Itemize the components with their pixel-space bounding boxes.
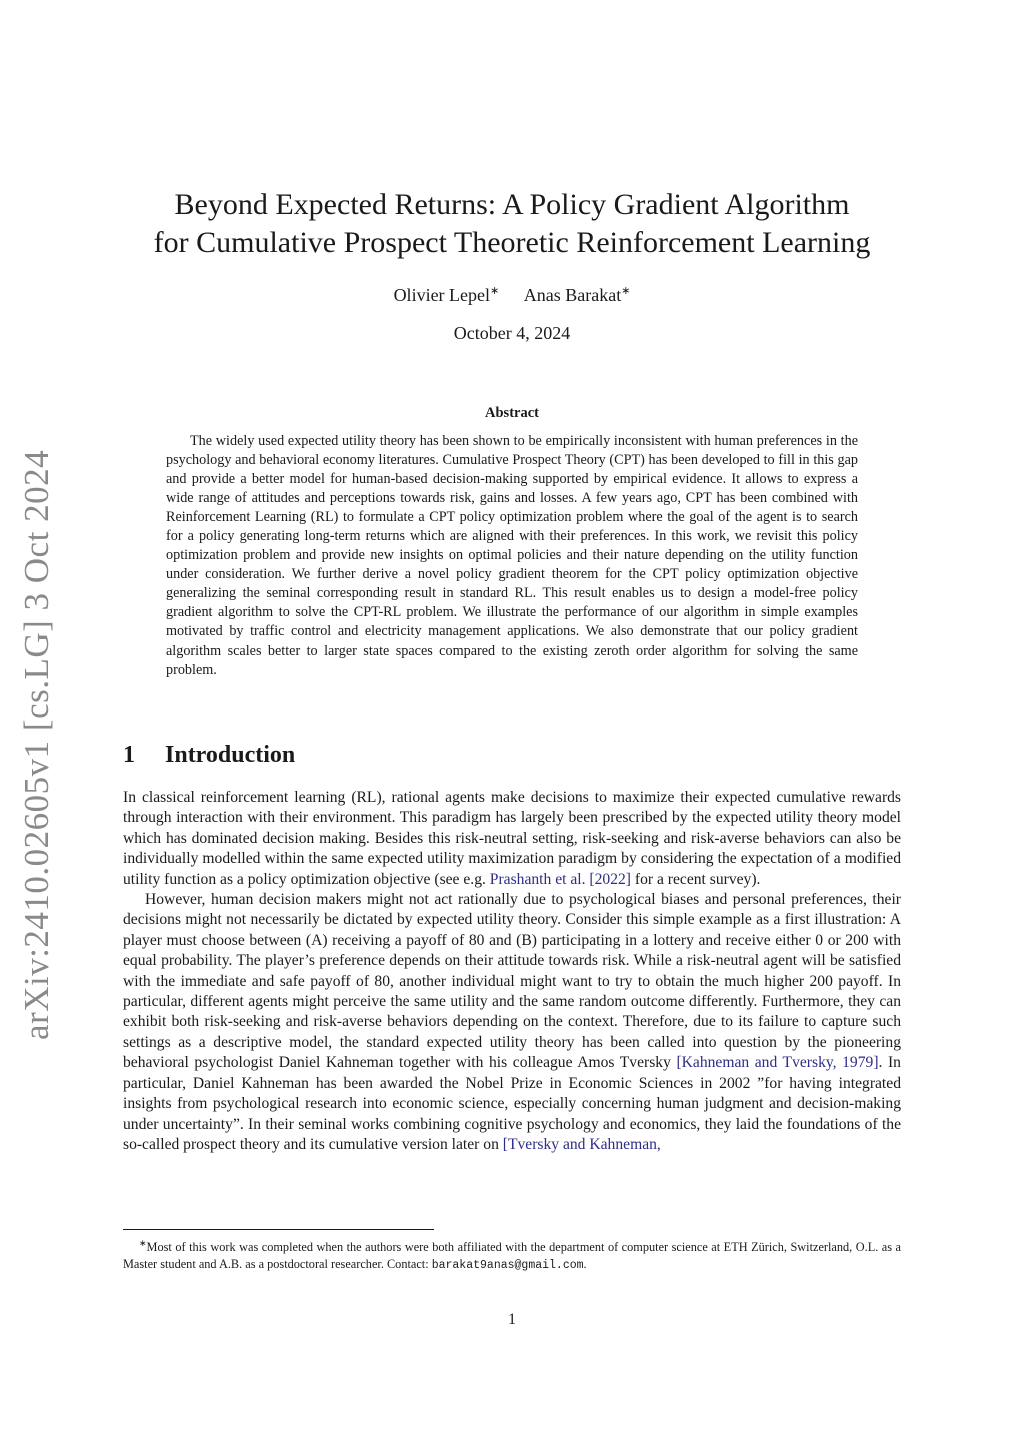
paragraph bbox=[123, 890, 901, 1155]
paper-date: October 4, 2024 bbox=[453, 323, 571, 343]
arxiv-side-stamp: arXiv:2410.02605v1 [cs.LG] 3 Oct 2024 bbox=[17, 449, 56, 1040]
title-line-2: for Cumulative Prospect Theoretic Reinforcement Learning bbox=[153, 226, 871, 259]
page-number: 1 bbox=[508, 1311, 516, 1328]
section-title: Introduction bbox=[165, 742, 296, 768]
footnote-text: Most of this work was completed when the authors were both affiliated with the department of computer science at ETH Zürich, Switzerland, O.L. as a Master student and A.B. as a postdoctoral researcher. Contact: bbox=[123, 1240, 901, 1272]
paper-title bbox=[0, 186, 1024, 262]
citation-text[interactable]: Kahneman and Tversky, 1979 bbox=[681, 1054, 874, 1072]
paragraph bbox=[123, 788, 901, 890]
contact-email[interactable]: barakat9anas@gmail.com bbox=[431, 1259, 584, 1273]
footnote bbox=[123, 1235, 901, 1274]
footnote-mark: ∗ bbox=[139, 1238, 147, 1248]
author-name: Anas Barakat bbox=[523, 285, 622, 305]
citation-link[interactable]: [Tversky and Kahneman, bbox=[502, 1135, 661, 1153]
citation-year[interactable]: 2022 bbox=[594, 870, 626, 888]
author-name: Olivier Lepel bbox=[393, 285, 491, 305]
author-list bbox=[0, 284, 1024, 306]
author-2 bbox=[524, 284, 631, 306]
introduction-body bbox=[123, 788, 901, 1155]
section-heading bbox=[123, 742, 295, 769]
citation-link[interactable]: [Kahneman and Tversky, 1979] bbox=[676, 1054, 879, 1072]
author-1 bbox=[394, 284, 500, 306]
footnote-divider bbox=[123, 1229, 434, 1230]
citation-text[interactable]: Tversky and Kahneman, bbox=[507, 1135, 661, 1153]
citation-link[interactable]: [2022] bbox=[589, 870, 631, 888]
text-run: In classical reinforcement learning (RL), rational agents make decisions to maximize their expected cumulative rewards through interaction with their environment. This paradigm has largely been prescribed by the expected utility theory model which has dominated decision making. Besides this risk-neutral setting, risk-seeking and risk-averse behaviors can also be individually modelled within the same expected utility maximization paradigm by considering the expectation of a modified utility function as a policy optimization objective (see e.g. bbox=[123, 789, 901, 888]
abstract-heading: Abstract bbox=[485, 405, 539, 421]
footnote-mark: ∗ bbox=[621, 285, 631, 297]
footnote-mark: ∗ bbox=[490, 285, 500, 297]
text-run: for a recent survey). bbox=[631, 870, 761, 888]
footnote-end: . bbox=[583, 1257, 587, 1272]
text-run: However, human decision makers might not act rationally due to psychological biases and personal preferences, their decisions might not necessarily be dictated by expected utility theory. Consider this simple example as a first illustration: A player must choose between (A) receiving a payoff of 80 and (B) participating in a lottery and receive either 0 or 200 with equal probability. The player’s preference depends on their attitude towards risk. While a risk-neutral agent will be satisfied with the immediate and safe payoff of 80, another individual might want to try to obtain the much higher 200 payoff. In particular, different agents might perceive the same utility and the same random outcome differently. Furthermore, they can exhibit both risk-seeking and risk-averse behaviors depending on the context. Therefore, due to its failure to capture such settings as a descriptive model, the standard expected utility theory has been called into question by the pioneering behavioral psychologist Daniel Kahneman together with his colleague Amos Tversky bbox=[123, 891, 901, 1072]
text-run: . In particular, Daniel Kahneman has been awarded the Nobel Prize in Economic Sciences in 2002 ”for having integrated insights from psychological research into economic science, especially concerning human judgment and decision-making under uncertainty”. In their seminal works combining cognitive psychology and economics, they laid the foundations of the so-called prospect theory and its cumulative version later on bbox=[123, 1054, 901, 1153]
citation-link[interactable]: Prashanth et al. bbox=[489, 870, 586, 888]
section-number: 1 bbox=[123, 742, 135, 768]
abstract-text: The widely used expected utility theory has been shown to be empirically inconsistent with human preferences in the psychology and behavioral economy literatures. Cumulative Prospect Theory (CPT) has been developed to fill in this gap and provide a better model for human-based decision-making supported by empirical evidence. It allows to express a wide range of attitudes and perceptions towards risk, gains and losses. A few years ago, CPT has been combined with Reinforcement Learning (RL) to formulate a CPT policy optimization problem where the goal of the agent is to search for a policy generating long-term returns which are aligned with their preferences. In this work, we revisit this policy optimization problem and provide new insights on optimal policies and their nature depending on the utility function under consideration. We further derive a novel policy gradient theorem for the CPT policy optimization objective generalizing the seminal corresponding result in standard RL. This result enables us to design a model-free policy gradient algorithm to solve the CPT-RL problem. We illustrate the performance of our algorithm in simple examples motivated by traffic control and electricity management applications. We also demonstrate that our policy gradient algorithm scales better to larger state spaces compared to the existing zeroth order algorithm for solving the same problem. bbox=[166, 433, 858, 678]
title-line-1: Beyond Expected Returns: A Policy Gradient Algorithm bbox=[174, 188, 850, 221]
